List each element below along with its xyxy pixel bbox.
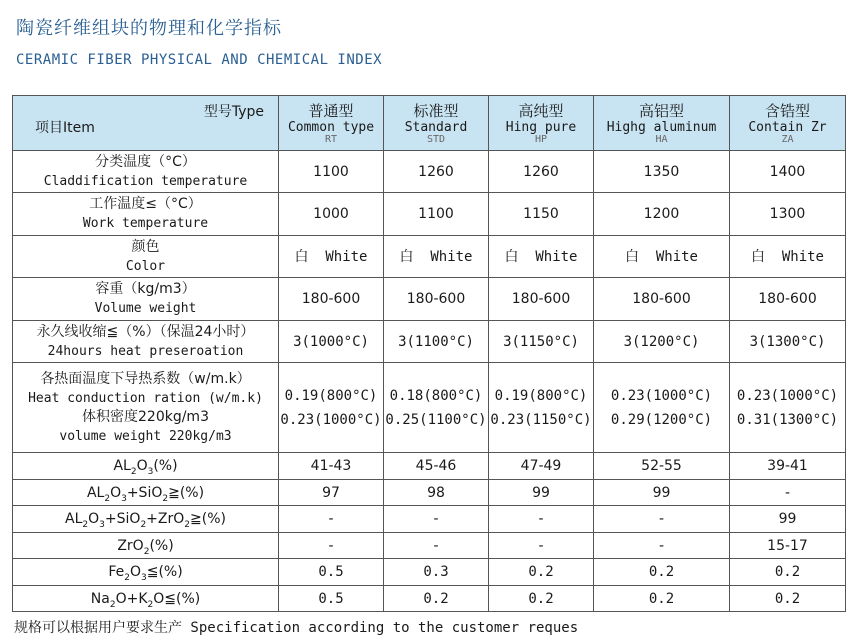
table-cell: 99 (489, 480, 594, 506)
table-cell (489, 363, 594, 453)
table-cell: 0.2 (594, 559, 730, 586)
table-row-volume-weight (13, 278, 846, 321)
table-cell: 0.2 (594, 586, 730, 612)
row-label-cn: 颜色 (131, 238, 160, 255)
column-header-cn: 含锆型 (764, 101, 810, 120)
table-header-row (13, 96, 846, 151)
row-label-cn: 分类温度（°C） (95, 153, 196, 170)
table-cell: - (594, 506, 730, 533)
table-cell: 47-49 (489, 453, 594, 480)
cell-value: 0.23(1000°C) (736, 387, 839, 404)
table-cell: 45-46 (384, 453, 489, 480)
cell-value: 0.18(800°C) (389, 387, 483, 404)
table-cell: 0.5 (279, 586, 384, 612)
column-header-en: Hing pure (505, 119, 577, 135)
column-header-code: RT (324, 133, 338, 145)
row-label: $AL_2O_3+SiO_2+ZrO_2≧(\%)$ (13, 506, 279, 533)
table-row-al2o3-sio2-zro2 (13, 506, 846, 533)
row-label (13, 278, 279, 321)
column-header-code: HP (534, 133, 548, 145)
table-cell: 52-55 (594, 453, 730, 480)
table-cell: 3(1000°C) (279, 321, 384, 363)
table-cell: 1200 (594, 193, 730, 236)
table-cell: 白 White (730, 236, 846, 278)
row-label-cn: 永久线收缩≦（%）（保温24小时） (36, 323, 255, 340)
row-label (13, 151, 279, 193)
table-cell: 180-600 (594, 278, 730, 321)
table-cell: - (594, 533, 730, 559)
cell-value: 0.23(1000°C) (610, 387, 713, 404)
row-label-cn: 体积密度220kg/m3 (82, 408, 209, 425)
table-cell: 0.2 (730, 586, 846, 612)
cell-value: 0.19(800°C) (284, 387, 378, 404)
table-cell: 1260 (384, 151, 489, 193)
column-header-std (384, 96, 489, 151)
table-cell: 1100 (279, 151, 384, 193)
table-row-na2o-k2o (13, 586, 846, 612)
row-label: $Fe_2O_3≦(\%)$ (13, 559, 279, 586)
table-cell: 1300 (730, 193, 846, 236)
table-cell: 1260 (489, 151, 594, 193)
table-cell: 0.2 (489, 586, 594, 612)
row-label-en: Color (125, 258, 166, 274)
table-row-conduction (13, 363, 846, 453)
table-cell: 白 White (594, 236, 730, 278)
table-row-al2o3 (13, 453, 846, 480)
row-label-en: Heat conduction ration (w/m.k) (28, 390, 263, 406)
cell-value: 0.23(1150°C) (490, 411, 592, 428)
cell-value: 0.31(1300°C) (736, 411, 839, 428)
row-label-cn: 各热面温度下导热系数（w/m.k） (40, 370, 251, 387)
header-diagonal-cell (13, 96, 279, 151)
table-cell: 0.2 (384, 586, 489, 612)
row-label-cn: 容重（kg/m3） (95, 281, 196, 297)
column-header-en: Highg aluminum (606, 119, 717, 135)
cell-value: 0.29(1200°C) (610, 411, 713, 428)
cell-value: 0.19(800°C) (494, 387, 588, 404)
row-label (13, 363, 279, 453)
table-row-zro2 (13, 533, 846, 559)
cell-value: 0.23(1000°C) (280, 411, 382, 428)
row-label (13, 193, 279, 236)
row-label: $AL_2O_3+SiO_2≧(\%)$ (13, 480, 279, 506)
page-subtitle: CERAMIC FIBER PHYSICAL AND CHEMICAL INDEX (16, 52, 383, 68)
row-label (13, 236, 279, 278)
row-label: $Na_2O+K_2O≦(\%)$ (13, 586, 279, 612)
table-cell: 1100 (384, 193, 489, 236)
column-header-cn: 高纯型 (518, 101, 564, 120)
cell-value: 0.25(1100°C) (385, 411, 487, 428)
model-label: 型号Type (203, 104, 264, 120)
column-header-ha (594, 96, 730, 151)
table-cell (384, 363, 489, 453)
table-cell (594, 363, 730, 453)
table-cell: 3(1100°C) (384, 321, 489, 363)
table-cell: 1350 (594, 151, 730, 193)
row-label-en: Claddification temperature (43, 173, 248, 189)
page-title: 陶瓷纤维组块的物理和化学指标 (16, 18, 282, 39)
table-cell: 41-43 (279, 453, 384, 480)
column-header-en: Common type (287, 119, 375, 135)
row-label: ZrO$_2$(%) (13, 533, 279, 559)
table-cell: 39-41 (730, 453, 846, 480)
table-cell: 98 (384, 480, 489, 506)
table-cell: 白 White (279, 236, 384, 278)
table-row-color (13, 236, 846, 278)
table-cell: - (489, 533, 594, 559)
column-header-za (730, 96, 846, 151)
table-cell: - (384, 506, 489, 533)
table-cell: 1000 (279, 193, 384, 236)
table-cell: 0.5 (279, 559, 384, 586)
table-cell: 180-600 (489, 278, 594, 321)
column-header-code: ZA (781, 133, 794, 145)
column-header-cn: 普通型 (308, 101, 354, 120)
table-cell: 15-17 (730, 533, 846, 559)
table-cell: 1150 (489, 193, 594, 236)
column-header-code: HA (655, 133, 668, 145)
row-label: $AL_2O_3(\%)$ (13, 453, 279, 480)
table-row-shrinkage (13, 321, 846, 363)
table-cell: 3(1150°C) (489, 321, 594, 363)
table-cell: 0.2 (730, 559, 846, 586)
column-header-en: Standard (404, 119, 468, 135)
table-cell: 0.2 (489, 559, 594, 586)
table-cell: 99 (594, 480, 730, 506)
table-cell: - (384, 533, 489, 559)
table-cell (279, 363, 384, 453)
column-header-hp (489, 96, 594, 151)
column-header-cn: 标准型 (413, 101, 459, 120)
table-row-classification (13, 151, 846, 193)
table-cell: 97 (279, 480, 384, 506)
row-label-en: Work temperature (82, 216, 209, 231)
table-cell: 0.3 (384, 559, 489, 586)
table-row-al2o3-sio2 (13, 480, 846, 506)
table-cell: 3(1200°C) (594, 321, 730, 363)
table-cell (730, 363, 846, 453)
column-header-code: STD (426, 133, 446, 145)
table-row-fe2o3 (13, 559, 846, 586)
item-label: 项目Item (35, 120, 95, 136)
column-header-rt (279, 96, 384, 151)
table-cell: - (279, 506, 384, 533)
table-cell: - (279, 533, 384, 559)
table-cell: 180-600 (730, 278, 846, 321)
table-cell: 3(1300°C) (730, 321, 846, 363)
table-cell: 99 (730, 506, 846, 533)
row-label-en: 24hours heat preseroation (47, 343, 244, 359)
footer-note: 规格可以根据用户要求生产 Specification according to the customer reques (14, 620, 579, 636)
table-cell: - (489, 506, 594, 533)
table-cell: 1400 (730, 151, 846, 193)
table-cell: 白 White (384, 236, 489, 278)
table-cell: 白 White (489, 236, 594, 278)
table-row-work-temp (13, 193, 846, 236)
table-cell: 180-600 (279, 278, 384, 321)
row-label-cn: 工作温度≤（°C） (89, 196, 202, 212)
column-header-cn: 高铝型 (638, 101, 684, 120)
column-header-en: Contain Zr (748, 119, 827, 135)
row-label-en: volume weight 220kg/m3 (59, 428, 232, 444)
table-cell: - (730, 480, 846, 506)
table-cell: 180-600 (384, 278, 489, 321)
spec-table (12, 95, 846, 612)
row-label-en: Volume weight (94, 301, 197, 316)
row-label (13, 321, 279, 363)
